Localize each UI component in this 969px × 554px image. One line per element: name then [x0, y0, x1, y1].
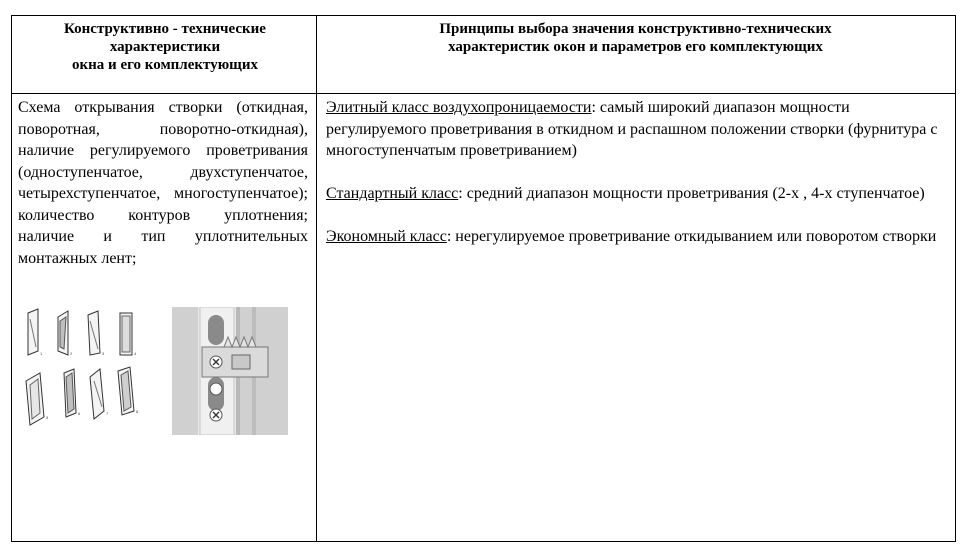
class-description: : средний диапазон мощности проветривания (2-х , 4-х ступенчатое) — [458, 185, 925, 202]
sash-diagram-icon — [26, 373, 44, 425]
principles-cell — [326, 97, 948, 269]
diagram-number: 2 — [70, 351, 73, 356]
characteristics-text: Схема открывания створки (откидная, поворотная, поворотно-откидная), наличие регулируемого проветривания (одноступенчатое, двухступенчатое, четырехступенчатое, многоступенчатое); количество контуров уплотнения; наличие и тип уплотнительных монтажных лент; — [18, 99, 308, 267]
header-left-line: окна и его комплектующих — [72, 57, 258, 73]
table-border-right — [955, 15, 956, 542]
class-economy — [326, 226, 948, 248]
table-header-divider — [11, 93, 956, 94]
table-border-bottom — [11, 541, 956, 542]
header-right-line: характеристик окон и параметров его комплектующих — [448, 39, 823, 55]
class-name: Экономный класс — [326, 228, 447, 245]
diagram-number: 4 — [134, 351, 137, 356]
sash-opening-diagrams — [24, 307, 164, 435]
table-border-top — [11, 15, 956, 16]
class-elite — [326, 97, 948, 162]
diagram-number: 6 — [78, 411, 81, 416]
header-right-line: Принципы выбора значения конструктивно-технических — [439, 21, 832, 37]
class-name: Стандартный класс — [326, 185, 459, 202]
class-description: : самый широкий диапазон мощности регулируемого проветривания в откидном и распашном положении створки (фурнитура с многоступенчатым проветриванием) — [326, 99, 938, 159]
diagram-number: 7 — [106, 411, 109, 416]
header-right-cell — [323, 20, 948, 56]
sash-diagram-icon — [88, 311, 100, 355]
sash-diagram-icon — [90, 369, 104, 419]
diagram-number: 3 — [102, 351, 105, 356]
class-description: : нерегулируемое проветривание откидыванием или поворотом створки — [446, 228, 937, 245]
class-name: Элитный класс воздухопроницаемости — [326, 99, 592, 116]
class-standard — [326, 183, 948, 205]
comparison-table — [11, 15, 956, 542]
header-left-line: Конструктивно - технические — [64, 21, 266, 37]
sash-diagram-icon — [58, 311, 68, 355]
diagram-number: 5 — [46, 415, 49, 420]
characteristics-cell — [18, 97, 308, 269]
header-left-line: характеристики — [109, 39, 221, 55]
table-border-mid — [316, 15, 317, 542]
sash-diagram-icon — [118, 367, 134, 415]
diagram-number: 1 — [40, 351, 43, 356]
header-left-cell — [19, 20, 311, 74]
ventilation-mechanism-photo — [172, 307, 288, 435]
sash-diagram-icon — [120, 313, 132, 355]
diagram-number: 8 — [136, 409, 139, 414]
window-opening-figure — [24, 307, 279, 435]
sash-diagram-icon — [28, 309, 38, 355]
table-border-left — [11, 15, 12, 542]
sash-diagram-icon — [64, 369, 76, 417]
